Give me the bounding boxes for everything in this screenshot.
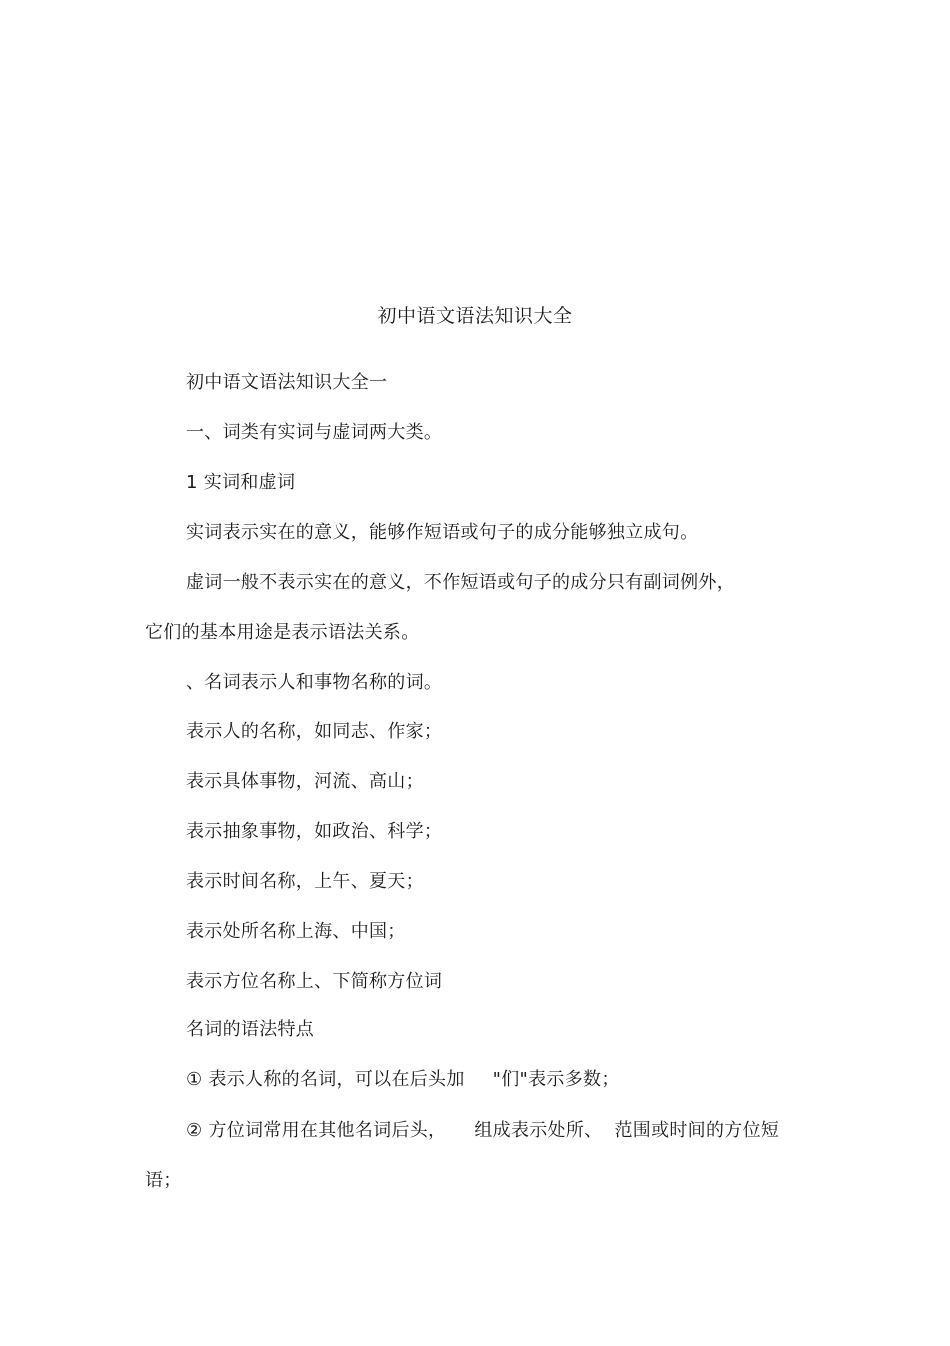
list-item-1-text: ① 表示人称的名词，可以在后头加 bbox=[186, 1069, 465, 1090]
list-item-2-text-mid: 组成表示处所、 bbox=[474, 1120, 603, 1141]
paragraph-line: 名词的语法特点 bbox=[186, 1019, 315, 1040]
paragraph-line: 表示抽象事物，如政治、科学； bbox=[186, 821, 443, 842]
list-item-1 bbox=[186, 1066, 620, 1094]
paragraph-line: 实词表示实在的意义，能够作短语或句子的成分能够独立成句。 bbox=[186, 522, 699, 543]
document-title: 初中语文语法知识大全 bbox=[377, 305, 573, 327]
paragraph-line: 、名词表示人和事物名称的词。 bbox=[186, 672, 443, 693]
list-item-2-text: ② 方位词常用在其他名词后头， bbox=[186, 1120, 447, 1141]
paragraph-line: 1 实词和虚词 bbox=[186, 472, 296, 493]
paragraph-line: 表示处所名称上海、中国； bbox=[186, 921, 406, 942]
paragraph-line: 表示具体事物，河流、高山； bbox=[186, 771, 424, 792]
paragraph-line: 表示人的名称，如同志、作家； bbox=[186, 721, 443, 742]
paragraph-line: 初中语文语法知识大全一 bbox=[186, 372, 388, 393]
paragraph-line: 一、词类有实词与虚词两大类。 bbox=[186, 422, 443, 443]
list-item-2-text-end: 范围或时间的方位短 bbox=[614, 1120, 780, 1141]
paragraph-line: 表示时间名称，上午、夏天； bbox=[186, 871, 424, 892]
list-item-2 bbox=[186, 1117, 779, 1145]
paragraph-line: 它们的基本用途是表示语法关系。 bbox=[145, 622, 420, 643]
list-item-2-continuation: 语； bbox=[145, 1170, 182, 1191]
paragraph-line: 表示方位名称上、下简称方位词 bbox=[186, 971, 443, 992]
list-item-1-text-end: "们"表示多数； bbox=[492, 1069, 620, 1090]
paragraph-line: 虚词一般不表示实在的意义，不作短语或句子的成分只有副词例外， bbox=[186, 572, 735, 593]
